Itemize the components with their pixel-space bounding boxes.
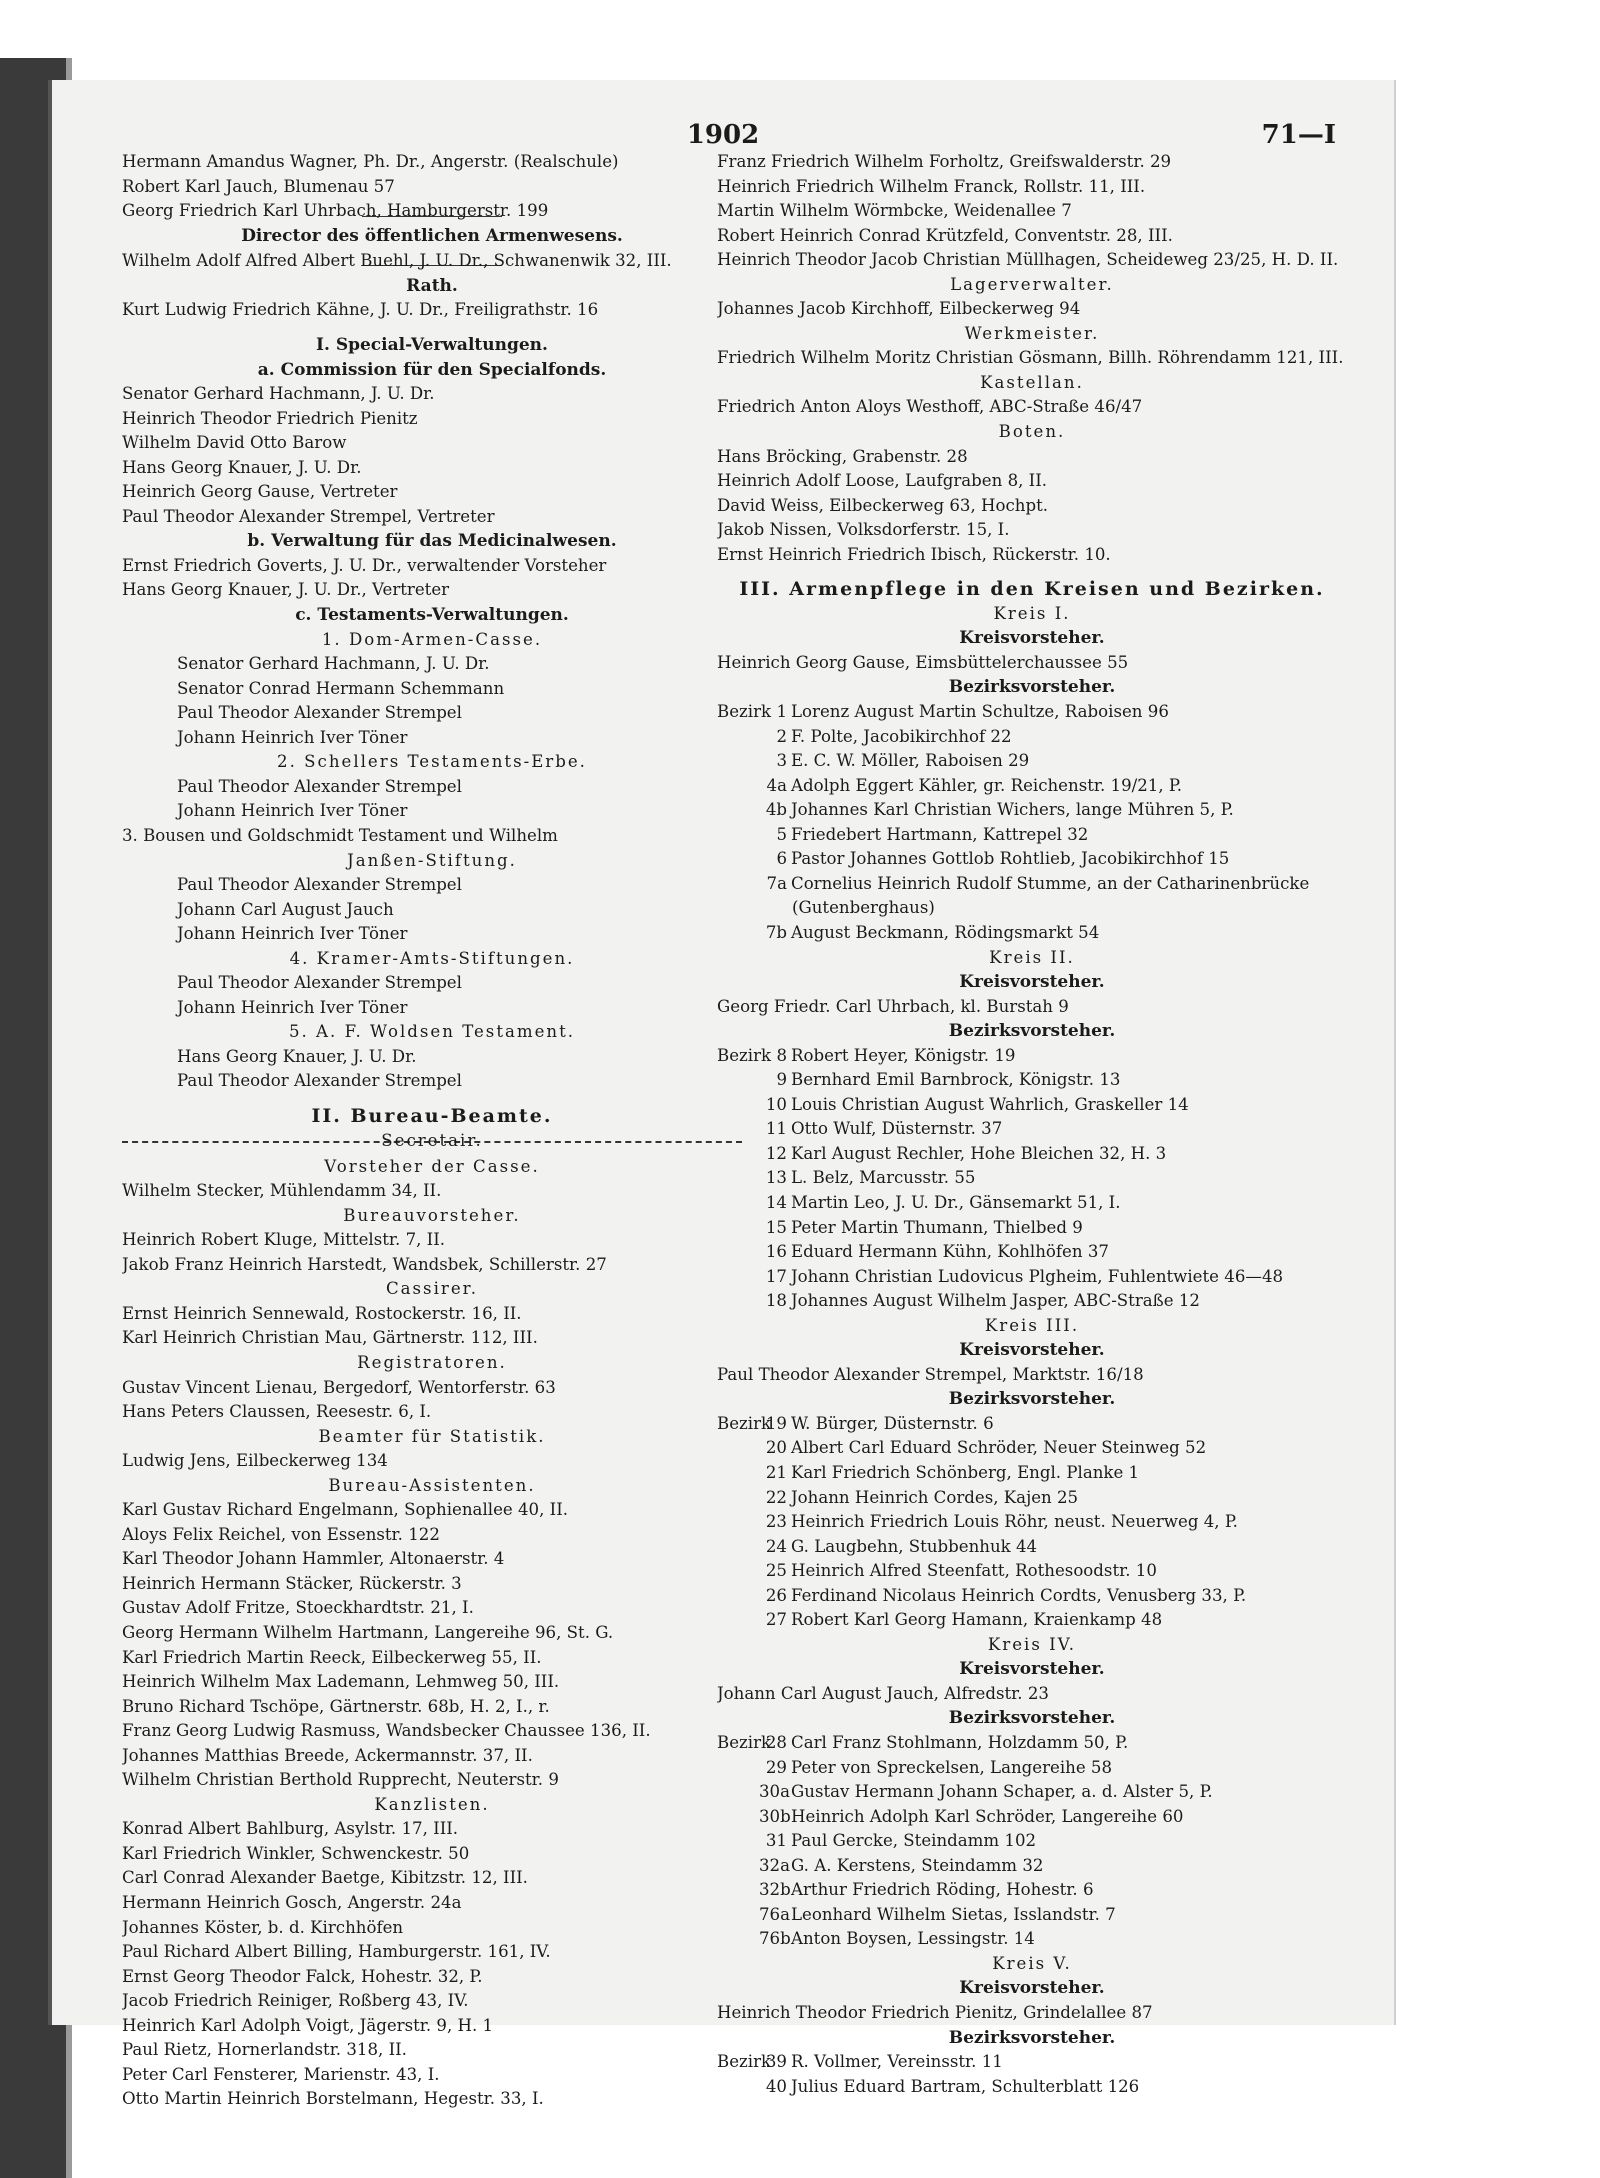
directory-entry: Hermann Heinrich Gosch, Angerstr. 24a (122, 1893, 462, 1913)
directory-entry: Johannes Köster, b. d. Kirchhöfen (122, 1917, 404, 1937)
directory-entry: Ernst Georg Theodor Falck, Hohestr. 32, P. (122, 1966, 483, 1986)
directory-entry: Johannes Jacob Kirchhoff, Eilbeckerweg 94 (717, 299, 1081, 319)
section-heading: Bezirksvorsteher. (948, 2027, 1116, 2048)
district-number: 19 (765, 1413, 787, 1433)
district-person: Eduard Hermann Kühn, Kohlhöfen 37 (791, 1242, 1109, 1262)
district-number: 12 (765, 1143, 787, 1163)
district-person: Heinrich Alfred Steenfatt, Rothesoodstr. 10 (791, 1561, 1157, 1581)
page-number: 71—I (1261, 120, 1336, 150)
district-person: W. Bürger, Düsternstr. 6 (791, 1413, 994, 1433)
district-number: 28 (765, 1733, 787, 1752)
section-heading: Kreisvorsteher. (959, 972, 1105, 993)
district-person: Heinrich Friedrich Louis Röhr, neust. Neuerweg 4, P. (791, 1512, 1238, 1532)
district-number: 27 (765, 1610, 787, 1630)
district-number: 30b (759, 1806, 791, 1826)
directory-entry: Hans Bröcking, Grabenstr. 28 (717, 446, 968, 466)
district-entry (717, 798, 1347, 823)
directory-entry: Jakob Franz Heinrich Harstedt, Wandsbek, Schillerstr. 27 (122, 1254, 607, 1274)
subheading: Registratoren. (357, 1352, 507, 1372)
district-entry (717, 1878, 1347, 1903)
subheading: Boten. (998, 422, 1066, 442)
directory-entry: Gustav Adolf Fritze, Stoeckhardtstr. 21, I. (122, 1598, 474, 1618)
district-number: 4a (766, 775, 787, 795)
directory-entry: Johann Carl August Jauch, Alfredstr. 23 (717, 1683, 1049, 1703)
directory-entry: David Weiss, Eilbeckerweg 63, Hochpt. (717, 495, 1049, 515)
directory-entry: Georg Friedrich Karl Uhrbach, Hamburgerstr. 199 (122, 201, 549, 221)
subheading: 2. Schellers Testaments-Erbe. (277, 752, 587, 772)
entry-continuation: (Gutenberghaus) (792, 898, 935, 918)
district-entry (717, 1584, 1347, 1609)
directory-entry: Karl Theodor Johann Hammler, Altonaerstr. 4 (122, 1549, 505, 1569)
district-entry (717, 1510, 1347, 1535)
district-number: 39 (765, 2052, 787, 2072)
subheading: Kanzlisten. (374, 1794, 490, 1814)
subheading: Secretair. (381, 1130, 483, 1150)
subheading: Vorsteher der Casse. (324, 1156, 540, 1176)
district-entry (717, 1854, 1347, 1879)
district-entry (717, 1412, 1347, 1437)
directory-entry: Ludwig Jens, Eilbeckerweg 134 (122, 1451, 388, 1471)
section-heading: Kreisvorsteher. (959, 628, 1105, 649)
district-person: Ferdinand Nicolaus Heinrich Cordts, Venusberg 33, P. (791, 1585, 1247, 1605)
directory-entry: Hans Georg Knauer, J. U. Dr., Vertreter (122, 580, 450, 600)
district-person: Cornelius Heinrich Rudolf Stumme, an der Catharinenbrücke (791, 873, 1310, 893)
district-person: E. C. W. Möller, Raboisen 29 (791, 751, 1030, 771)
district-entry (717, 1829, 1347, 1854)
subheading: Kreis II. (989, 947, 1075, 967)
document-page (48, 80, 1394, 2109)
directory-entry: Friedrich Anton Aloys Westhoff, ABC-Straße 46/47 (717, 397, 1143, 417)
district-prefix: Bezirk (717, 1413, 772, 1433)
district-entry (717, 1166, 1347, 1191)
directory-entry: Senator Gerhard Hachmann, J. U. Dr. (122, 384, 435, 404)
entry-indented: Johann Heinrich Iver Töner (177, 727, 408, 747)
district-entry (717, 1265, 1347, 1290)
district-number: 23 (765, 1512, 787, 1532)
district-entry (717, 1117, 1347, 1142)
district-entry (717, 725, 1347, 750)
district-person: R. Vollmer, Vereinsstr. 11 (791, 2052, 1003, 2072)
district-entry (717, 823, 1347, 848)
district-entry (717, 1805, 1347, 1830)
district-number: 11 (765, 1119, 787, 1139)
entry-indented: Paul Theodor Alexander Strempel (177, 703, 462, 723)
district-number: 32b (759, 1880, 791, 1900)
directory-entry: Ernst Heinrich Friedrich Ibisch, Rückerstr. 10. (717, 544, 1111, 564)
entry-indented: Senator Conrad Hermann Schemmann (177, 678, 505, 698)
subheading: Werkmeister. (964, 323, 1100, 343)
district-entry (717, 774, 1347, 799)
section-heading: Kreisvorsteher. (959, 1659, 1105, 1680)
district-number: 6 (776, 849, 787, 869)
district-entry (717, 1289, 1347, 1314)
district-person: F. Polte, Jacobikirchhof 22 (791, 726, 1012, 746)
directory-entry: Hans Peters Claussen, Reesestr. 6, I. (122, 1402, 432, 1422)
directory-entry: Bruno Richard Tschöpe, Gärtnerstr. 68b, H. 2, I., r. (122, 1696, 550, 1716)
directory-entry: Peter Carl Fensterer, Marienstr. 43, I. (122, 2064, 440, 2084)
directory-entry: Paul Theodor Alexander Strempel, Vertreter (122, 506, 495, 526)
directory-entry: Robert Heinrich Conrad Krützfeld, Conventstr. 28, III. (717, 225, 1173, 245)
directory-entry: 3. Bousen und Goldschmidt Testament und Wilhelm (122, 825, 558, 845)
district-entry (717, 1731, 1347, 1756)
directory-entry: Heinrich Karl Adolph Voigt, Jägerstr. 9, H. 1 (122, 2015, 494, 2035)
directory-entry: Carl Conrad Alexander Baetge, Kibitzstr. 12, III. (122, 1868, 528, 1888)
section-heading: Kreisvorsteher. (959, 1340, 1105, 1361)
subheading: Kreis IV. (987, 1634, 1077, 1654)
section-heading: a. Commission für den Specialfonds. (257, 359, 607, 380)
district-entry (717, 1927, 1347, 1952)
district-person: Peter Martin Thumann, Thielbed 9 (791, 1217, 1083, 1237)
entry-indented: Johann Heinrich Iver Töner (177, 801, 408, 821)
district-number: 17 (765, 1266, 787, 1286)
district-entry (717, 1216, 1347, 1241)
district-number: 40 (765, 2076, 787, 2096)
directory-entry: Martin Wilhelm Wörmbcke, Weidenallee 7 (717, 201, 1072, 221)
directory-entry: Heinrich Georg Gause, Eimsbüttelerchaussee 55 (717, 652, 1129, 672)
district-person: Anton Boysen, Lessingstr. 14 (791, 1929, 1035, 1949)
district-person: Robert Heyer, Königstr. 19 (791, 1045, 1016, 1065)
spacer (717, 567, 1347, 577)
directory-entry: Jakob Nissen, Volksdorferstr. 15, I. (717, 520, 1010, 540)
directory-entry: Gustav Vincent Lienau, Bergedorf, Wentorferstr. 63 (122, 1377, 556, 1397)
subheading: Beamter für Statistik. (318, 1426, 546, 1446)
district-person: Arthur Friedrich Röding, Hohestr. 6 (791, 1880, 1094, 1900)
district-number: 7a (766, 873, 787, 893)
district-person: Heinrich Adolph Karl Schröder, Langereihe 60 (791, 1806, 1184, 1826)
directory-entry: Karl Friedrich Winkler, Schwenckestr. 50 (122, 1843, 470, 1863)
district-number: 76b (759, 1929, 791, 1949)
district-person: Gustav Hermann Johann Schaper, a. d. Alster 5, P. (791, 1782, 1213, 1802)
district-person: Friedebert Hartmann, Kattrepel 32 (791, 824, 1089, 844)
district-person: Pastor Johannes Gottlob Rohtlieb, Jacobikirchhof 15 (791, 849, 1230, 869)
entry-indented: Hans Georg Knauer, J. U. Dr. (177, 1046, 417, 1066)
directory-entry: Paul Richard Albert Billing, Hamburgerstr. 161, IV. (122, 1942, 551, 1962)
directory-entry: Franz Friedrich Wilhelm Forholtz, Greifswalderstr. 29 (717, 152, 1172, 171)
district-number: 31 (765, 1831, 787, 1851)
district-person: Adolph Eggert Kähler, gr. Reichenstr. 19/21, P. (791, 775, 1182, 795)
directory-entry: Wilhelm Stecker, Mühlendamm 34, II. (122, 1181, 442, 1201)
district-number: 5 (776, 824, 787, 844)
district-person: Albert Carl Eduard Schröder, Neuer Steinweg 52 (791, 1438, 1207, 1458)
directory-entry: Georg Hermann Wilhelm Hartmann, Langereihe 96, St. G. (122, 1623, 614, 1642)
district-number: 21 (765, 1462, 787, 1482)
district-entry (717, 847, 1347, 872)
district-entry (717, 872, 1347, 897)
district-entry (717, 1191, 1347, 1216)
directory-entry: Wilhelm Adolf Alfred Albert Buehl, J. U. Dr., Schwanenwik 32, III. (122, 250, 672, 270)
entry-indented: Johann Heinrich Iver Töner (177, 997, 408, 1017)
district-number: 16 (765, 1242, 787, 1262)
district-number: 32a (759, 1855, 791, 1875)
subheading: Bureauvorsteher. (343, 1205, 521, 1225)
section-heading: Bezirksvorsteher. (948, 677, 1116, 698)
directory-entry: Ernst Friedrich Goverts, J. U. Dr., verwaltender Vorsteher (122, 555, 607, 575)
district-person: Lorenz August Martin Schultze, Raboisen 96 (791, 702, 1169, 722)
directory-entry: Otto Martin Heinrich Borstelmann, Hegestr. 33, I. (122, 2089, 544, 2109)
district-number: 25 (765, 1561, 787, 1581)
section-heading: Bezirksvorsteher. (948, 1389, 1116, 1410)
left-column (122, 150, 742, 2112)
directory-entry: Heinrich Theodor Friedrich Pienitz, Grindelallee 87 (717, 2003, 1153, 2023)
section-heading: c. Testaments-Verwaltungen. (295, 605, 569, 626)
district-person: Peter von Spreckelsen, Langereihe 58 (791, 1757, 1113, 1777)
subheading: 5. A. F. Woldsen Testament. (288, 1022, 576, 1042)
section-heading: Rath. (406, 275, 458, 296)
district-person: G. Laugbehn, Stubbenhuk 44 (791, 1536, 1038, 1556)
spacer (122, 1094, 742, 1104)
district-person: Robert Karl Georg Hamann, Kraienkamp 48 (791, 1610, 1163, 1630)
district-entry (717, 1436, 1347, 1461)
district-entry (717, 1903, 1347, 1928)
directory-entry: Friedrich Wilhelm Moritz Christian Gösmann, Billh. Röhrendamm 121, III. (717, 348, 1344, 368)
district-person: Karl Friedrich Schönberg, Engl. Planke 1 (791, 1462, 1140, 1482)
district-person: Carl Franz Stohlmann, Holzdamm 50, P. (791, 1733, 1129, 1752)
directory-entry: Hans Georg Knauer, J. U. Dr. (122, 457, 362, 477)
district-prefix: Bezirk (717, 1733, 772, 1752)
directory-entry: Franz Georg Ludwig Rasmuss, Wandsbecker Chaussee 136, II. (122, 1721, 651, 1741)
district-person: Leonhard Wilhelm Sietas, Isslandstr. 7 (791, 1904, 1116, 1924)
district-entry (717, 1093, 1347, 1118)
district-prefix: Bezirk (717, 2052, 772, 2072)
district-person: Johannes Karl Christian Wichers, lange Mühren 5, P. (791, 800, 1234, 820)
page-year: 1902 (686, 120, 760, 150)
section-heading: I. Special-Verwaltungen. (316, 335, 548, 356)
directory-entry: Heinrich Georg Gause, Vertreter (122, 482, 398, 502)
directory-entry: Heinrich Wilhelm Max Lademann, Lehmweg 50, III. (122, 1672, 560, 1692)
subheading: Kreis III. (984, 1315, 1080, 1335)
directory-entry: Karl Heinrich Christian Mau, Gärtnerstr. 112, III. (122, 1328, 538, 1348)
directory-entry: Wilhelm David Otto Barow (122, 433, 347, 453)
subheading: 4. Kramer-Amts-Stiftungen. (289, 948, 575, 968)
directory-entry: Kurt Ludwig Friedrich Kähne, J. U. Dr., Freiligrathstr. 16 (122, 300, 599, 320)
district-number: 1 (776, 702, 787, 722)
main-heading: II. Bureau-Beamte. (311, 1104, 553, 1127)
section-heading: Kreisvorsteher. (959, 1978, 1105, 1999)
district-number: 29 (765, 1757, 787, 1777)
district-entry (717, 1608, 1347, 1633)
directory-entry: Heinrich Hermann Stäcker, Rückerstr. 3 (122, 1573, 462, 1593)
directory-entry: Konrad Albert Bahlburg, Asylstr. 17, III. (122, 1819, 459, 1839)
district-person: Paul Gercke, Steindamm 102 (791, 1831, 1037, 1851)
district-entry (717, 2050, 1347, 2075)
district-entry (717, 1142, 1347, 1167)
district-person: Otto Wulf, Düsternstr. 37 (791, 1119, 1003, 1139)
subheading: 1. Dom-Armen-Casse. (321, 629, 543, 649)
subheading: Cassirer. (385, 1279, 479, 1299)
district-number: 18 (765, 1291, 787, 1311)
district-number: 24 (765, 1536, 787, 1556)
district-number: 4b (765, 800, 787, 820)
section-heading: Bezirksvorsteher. (948, 1021, 1116, 1042)
directory-entry: Aloys Felix Reichel, von Essenstr. 122 (122, 1524, 440, 1544)
district-number: 7b (765, 922, 787, 942)
entry-indented: Paul Theodor Alexander Strempel (177, 776, 462, 796)
directory-entry: Georg Friedr. Carl Uhrbach, kl. Burstah 9 (717, 996, 1069, 1016)
district-person: Bernhard Emil Barnbrock, Königstr. 13 (791, 1070, 1121, 1090)
directory-entry: Heinrich Friedrich Wilhelm Franck, Rollstr. 11, III. (717, 176, 1146, 196)
district-entry (717, 749, 1347, 774)
district-person: L. Belz, Marcusstr. 55 (791, 1168, 976, 1188)
right-column (717, 150, 1347, 2099)
subheading: Kreis I. (993, 603, 1071, 623)
district-entry (717, 1240, 1347, 1265)
district-person: August Beckmann, Rödingsmarkt 54 (791, 922, 1100, 942)
section-heading: Director des öffentlichen Armenwesens. (241, 226, 623, 247)
district-person: Karl August Rechler, Hohe Bleichen 32, H. 3 (791, 1143, 1167, 1163)
district-number: 10 (765, 1094, 787, 1114)
district-person: Martin Leo, J. U. Dr., Gänsemarkt 51, I. (791, 1192, 1121, 1212)
district-number: 15 (765, 1217, 787, 1237)
subheading: Kreis V. (992, 1953, 1072, 1973)
district-entry (717, 1780, 1347, 1805)
subheading: Lagerverwalter. (950, 274, 1114, 294)
subheading: Kastellan. (980, 372, 1084, 392)
directory-entry: Heinrich Adolf Loose, Laufgraben 8, II. (717, 471, 1048, 491)
entry-indented: Johann Carl August Jauch (177, 899, 394, 919)
district-number: 14 (765, 1192, 787, 1212)
district-entry (717, 1486, 1347, 1511)
district-person: Johannes August Wilhelm Jasper, ABC-Straße 12 (791, 1291, 1200, 1311)
district-person: G. A. Kerstens, Steindamm 32 (791, 1855, 1044, 1875)
directory-entry: Johannes Matthias Breede, Ackermannstr. 37, II. (122, 1745, 533, 1765)
entry-indented: Johann Heinrich Iver Töner (177, 924, 408, 944)
directory-entry: Ernst Heinrich Sennewald, Rostockerstr. 16, II. (122, 1303, 522, 1323)
district-number: 2 (776, 726, 787, 746)
district-number: 22 (765, 1487, 787, 1507)
district-entry (717, 1068, 1347, 1093)
directory-entry: Heinrich Robert Kluge, Mittelstr. 7, II. (122, 1230, 446, 1250)
district-number: 30a (759, 1782, 791, 1802)
directory-entry: Paul Rietz, Hornerlandstr. 318, II. (122, 2040, 407, 2060)
entry-indented: Paul Theodor Alexander Strempel (177, 973, 462, 993)
directory-entry: Heinrich Theodor Jacob Christian Müllhagen, Scheideweg 23/25, H. D. II. (717, 250, 1339, 270)
district-person: Louis Christian August Wahrlich, Graskeller 14 (791, 1094, 1189, 1114)
entry-indented: Paul Theodor Alexander Strempel (177, 875, 462, 895)
directory-entry: Karl Gustav Richard Engelmann, Sophienallee 40, II. (122, 1500, 569, 1520)
district-person: Johann Christian Ludovicus Plgheim, Fuhlentwiete 46—48 (791, 1266, 1284, 1286)
directory-entry: Robert Karl Jauch, Blumenau 57 (122, 176, 395, 196)
district-number: 76a (759, 1904, 791, 1924)
district-number: 20 (765, 1438, 787, 1458)
district-number: 3 (776, 751, 787, 771)
district-prefix: Bezirk (717, 702, 772, 722)
district-entry (717, 1756, 1347, 1781)
district-entry (717, 2075, 1347, 2100)
entry-indented: Senator Gerhard Hachmann, J. U. Dr. (177, 654, 490, 674)
directory-entry: Heinrich Theodor Friedrich Pienitz (122, 408, 418, 428)
directory-entry: Karl Friedrich Martin Reeck, Eilbeckerweg 55, II. (122, 1647, 542, 1667)
district-entry (717, 1559, 1347, 1584)
district-person: Johann Heinrich Cordes, Kajen 25 (791, 1487, 1079, 1507)
district-number: 13 (765, 1168, 787, 1188)
directory-entry: Paul Theodor Alexander Strempel, Marktstr. 16/18 (717, 1364, 1144, 1384)
district-entry (717, 1535, 1347, 1560)
district-number: 9 (776, 1070, 787, 1090)
district-prefix: Bezirk (717, 1045, 772, 1065)
district-entry (717, 1461, 1347, 1486)
entry-indented: Paul Theodor Alexander Strempel (177, 1071, 462, 1091)
section-heading: Bezirksvorsteher. (948, 1708, 1116, 1729)
district-person: Julius Eduard Bartram, Schulterblatt 126 (791, 2076, 1140, 2096)
directory-entry: Hermann Amandus Wagner, Ph. Dr., Angerstr. (Realschule) (122, 152, 619, 171)
district-number: 26 (765, 1585, 787, 1605)
spacer (122, 323, 742, 333)
main-heading: III. Armenpflege in den Kreisen und Bezirken. (739, 578, 1325, 601)
directory-entry: Wilhelm Christian Berthold Rupprecht, Neuterstr. 9 (122, 1770, 559, 1790)
district-number: 8 (776, 1045, 787, 1065)
directory-entry: Jacob Friedrich Reiniger, Roßberg 43, IV. (122, 1991, 469, 2011)
subheading: Janßen-Stiftung. (347, 850, 517, 870)
district-entry (717, 700, 1347, 725)
district-entry (717, 1044, 1347, 1069)
district-entry (717, 921, 1347, 946)
section-heading: b. Verwaltung für das Medicinalwesen. (247, 531, 617, 552)
subheading: Bureau-Assistenten. (328, 1475, 536, 1495)
